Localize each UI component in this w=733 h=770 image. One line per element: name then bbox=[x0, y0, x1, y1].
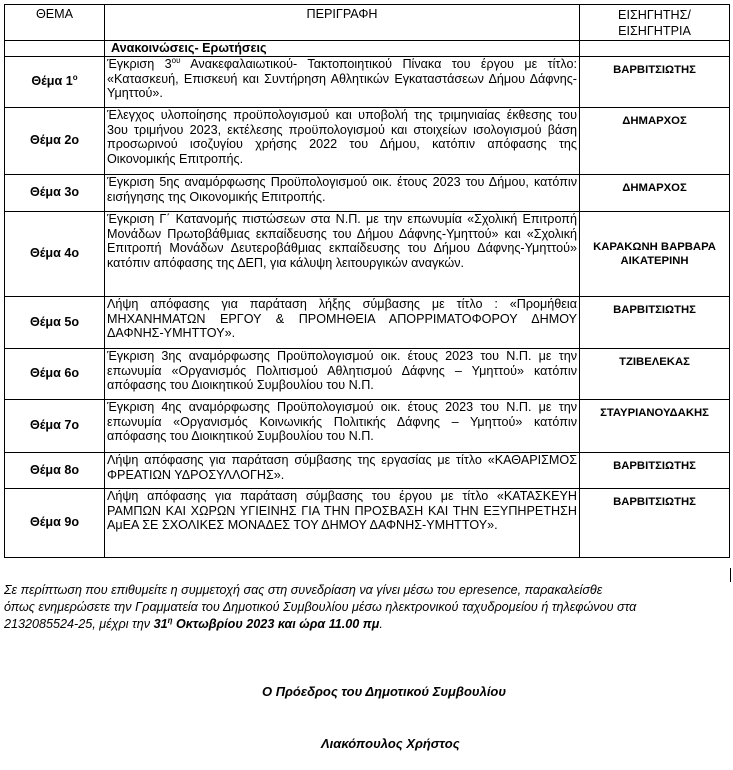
announcements-empty-cell bbox=[580, 41, 730, 57]
table-row bbox=[5, 399, 730, 452]
description-cell: Έγκριση 3ης αναμόρφωσης Προϋπολογισμού οικ. έτους 2023 του Ν.Π. με την επωνυμία «Οργανισμός Πολιτισμού Αθλητισμού Δάφνης – Υμηττού» κατόπιν απόφασης του Διοικητικού Συμβουλίου του Ν.Π. bbox=[105, 348, 580, 399]
note-date-ordinal: η bbox=[167, 615, 173, 625]
topic-cell: Θέμα 8ο bbox=[5, 452, 105, 488]
announcements-empty-cell bbox=[5, 41, 105, 57]
description-cell: Έλεγχος υλοποίησης προϋπολογισμού και υποβολή της τριμηνιαίας έκθεσης του 3ου τριμήνου 2023, εκτέλεσης προϋπολογισμού και στοιχείων ισολογισμού βάση προσωρινού ισοζυγίου χρήσης 2022 του Δήμου, κατόπιν απόφασης της Οικονομικής Επιτροπής. bbox=[105, 107, 580, 174]
header-description: ΠΕΡΙΓΡΑΦΗ bbox=[105, 5, 580, 41]
table-row bbox=[5, 56, 730, 107]
table-row bbox=[5, 107, 730, 174]
rapporteur-cell: ΔΗΜΑΡΧΟΣ bbox=[580, 107, 730, 174]
topic-cell: Θέμα 5ο bbox=[5, 296, 105, 348]
table-row bbox=[5, 488, 730, 557]
rapporteur-cell: ΚΑΡΑΚΩΝΗ ΒΑΡΒΑΡΑ ΑΙΚΑΤΕΡΙΝΗ bbox=[580, 211, 730, 296]
announcements-row bbox=[5, 41, 730, 57]
note-line-2: όπως ενημερώσετε την Γραμματεία του Δημοτικού Συμβουλίου μέσω ηλεκτρονικού ταχυδρομείου ή τηλεφώνου στα bbox=[4, 600, 637, 614]
description-cell: Έγκριση Γ΄ Κατανομής πιστώσεων στα Ν.Π. με την επωνυμία «Σχολική Επιτροπή Μονάδων Πρωτοβάθμιας εκπαίδευσης του Δήμου Δάφνης-Υμηττού» και «Σχολική Επιτροπή Μονάδων Δευτεροβάθμιας εκπαίδευσης του Δήμου Δάφνης-Υμηττού» κατόπιν απόφασης της ΔΕΠ, για κάλυψη λειτουργικών αναγκών. bbox=[105, 211, 580, 296]
table-row bbox=[5, 296, 730, 348]
description-cell: Λήψη απόφασης για παράταση σύμβασης του έργου με τίτλο «ΚΑΤΑΣΚΕΥΗ ΡΑΜΠΩΝ ΚΑΙ ΧΩΡΩΝ ΥΓΙΕΙΝΗΣ ΓΙΑ ΤΗΝ ΠΡΟΣΒΑΣΗ ΚΑΙ ΤΗΝ ΕΞΥΠΗΡΕΤΗΣΗ ΑμΕΑ ΣΕ ΣΧΟΛΙΚΕΣ ΜΟΝΑΔΕΣ ΤΟΥ ΔΗΜΟΥ ΔΑΦΝΗΣ-ΥΜΗΤΤΟΥ». bbox=[105, 488, 580, 557]
table-row bbox=[5, 452, 730, 488]
rapporteur-cell: ΒΑΡΒΙΤΣΙΩΤΗΣ bbox=[580, 56, 730, 107]
table-edge-mark bbox=[730, 568, 731, 582]
signature-name: Λιακόπουλος Χρήστος bbox=[321, 736, 460, 751]
rapporteur-cell: ΤΖΙΒΕΛΕΚΑΣ bbox=[580, 348, 730, 399]
table-row bbox=[5, 174, 730, 211]
header-topic: ΘΕΜΑ bbox=[5, 5, 105, 41]
note-line-1: Σε περίπτωση που επιθυμείτε η συμμετοχή σας στη συνεδρίαση να γίνει μέσω του epresence, παρακαλείσθε bbox=[4, 583, 603, 597]
description-cell: Έγκριση 5ης αναμόρφωσης Προϋπολογισμού οικ. έτους 2023 του Δήμου, κατόπιν εισήγησης της Οικονομικής Επιτροπής. bbox=[105, 174, 580, 211]
topic-cell bbox=[5, 56, 105, 107]
rapporteur-cell: ΒΑΡΒΙΤΣΙΩΤΗΣ bbox=[580, 488, 730, 557]
rapporteur-cell: ΔΗΜΑΡΧΟΣ bbox=[580, 174, 730, 211]
description-text-b: Ανακεφαλαιωτικού- Τακτοποιητικού Πίνακα του έργου με τίτλο: «Κατασκευή, Επισκευή και Συντήρηση Αθλητικών Εγκαταστάσεων Δήμου Δάφνης-Υμηττού». bbox=[107, 56, 577, 101]
announcements-label: Ανακοινώσεις- Ερωτήσεις bbox=[105, 41, 580, 57]
agenda-table bbox=[4, 4, 730, 558]
description-cell bbox=[105, 56, 580, 107]
note-date-number: 31 bbox=[153, 617, 168, 631]
topic-label: Θέμα 1 bbox=[31, 74, 73, 89]
header-rapporteur bbox=[580, 5, 730, 41]
topic-cell: Θέμα 3ο bbox=[5, 174, 105, 211]
description-cell: Λήψη απόφασης για παράταση λήξης σύμβασης με τίτλο : «Προμήθεια ΜΗΧΑΝΗΜΑΤΩΝ ΕΡΓΟΥ & ΠΡΟΜΗΘΕΙΑ ΑΠΟΡΡΙΜΑΤΟΦΟΡΟΥ ΔΗΜΟΥ ΔΑΦΝΗΣ-ΥΜΗΤΤΟΥ». bbox=[105, 296, 580, 348]
topic-ordinal: ο bbox=[72, 73, 78, 83]
description-ordinal: ου bbox=[171, 55, 181, 65]
epresence-note bbox=[4, 582, 733, 633]
rapporteur-cell: ΒΑΡΒΙΤΣΙΩΤΗΣ bbox=[580, 452, 730, 488]
rapporteur-cell: ΒΑΡΒΙΤΣΙΩΤΗΣ bbox=[580, 296, 730, 348]
topic-cell: Θέμα 6ο bbox=[5, 348, 105, 399]
table-row bbox=[5, 211, 730, 296]
description-text-a: Έγκριση 3 bbox=[107, 56, 172, 71]
table-header-row bbox=[5, 5, 730, 41]
topic-cell: Θέμα 7ο bbox=[5, 399, 105, 452]
rapporteur-cell: ΣΤΑΥΡΙΑΝΟΥΔΑΚΗΣ bbox=[580, 399, 730, 452]
topic-cell: Θέμα 2ο bbox=[5, 107, 105, 174]
header-rapporteur-line2: ΕΙΣΗΓΗΤΡΙΑ bbox=[618, 24, 691, 38]
note-date-rest: Οκτωβρίου 2023 και ώρα 11.00 πμ bbox=[172, 617, 380, 631]
note-end: . bbox=[379, 617, 383, 631]
note-deadline bbox=[154, 617, 380, 631]
header-rapporteur-line1: ΕΙΣΗΓΗΤΗΣ/ bbox=[618, 8, 691, 22]
topic-cell: Θέμα 9ο bbox=[5, 488, 105, 557]
signature-title: Ο Πρόεδρος του Δημοτικού Συμβουλίου bbox=[262, 684, 507, 699]
table-row bbox=[5, 348, 730, 399]
note-line-3 bbox=[4, 616, 733, 633]
description-cell: Έγκριση 4ης αναμόρφωσης Προϋπολογισμού οικ. έτους 2023 του Ν.Π. με την επωνυμία «Οργανισμός Κοινωνικής Πολιτικής Δάφνης – Υμηττού» κατόπιν απόφασης του Διοικητικού Συμβουλίου του Ν.Π. bbox=[105, 399, 580, 452]
note-phone-text: 2132085524-25, μέχρι την bbox=[4, 617, 154, 631]
description-cell: Λήψη απόφασης για παράταση σύμβασης της εργασίας με τίτλο «ΚΑΘΑΡΙΣΜΟΣ ΦΡΕΑΤΙΩΝ ΥΔΡΟΣΥΛΛΟΓΗΣ». bbox=[105, 452, 580, 488]
topic-cell: Θέμα 4ο bbox=[5, 211, 105, 296]
